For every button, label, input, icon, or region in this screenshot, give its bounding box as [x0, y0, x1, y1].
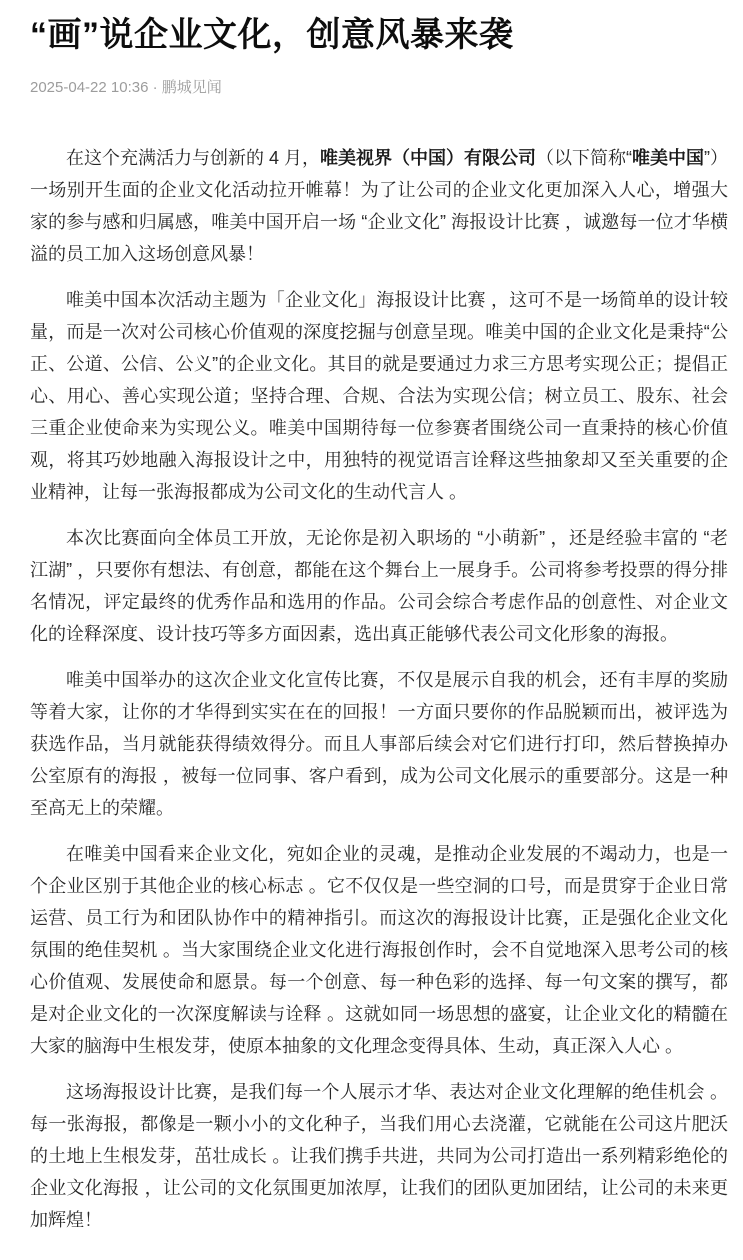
- bold-text-run: 唯美中国: [632, 148, 705, 168]
- text-run: 唯美中国举办的这次企业文化宣传比赛，不仅是展示自我的机会，还有丰厚的奖励等着大家，让你的才华得到实实在在的回报！一方面只要你的作品脱颖而出，被评选为获选作品，当月就能获得绩效得分。而且人事部后续会对它们进行打印，然后替换掉办公室原有的海报 ，被每一位同事、客户看到，成为公司文化展示的重要部分。这是一种至高无上的荣耀。: [30, 670, 728, 818]
- paragraph: [30, 284, 728, 508]
- text-run: 这场海报设计比赛，是我们每一个人展示才华、表达对企业文化理解的绝佳机会 。每一张海报，都像是一颗小小的文化种子，当我们用心去浇灌，它就能在公司这片肥沃的土地上生根发芽，茁壮成长 。让我们携手共进，共同为公司打造出一系列精彩绝伦的企业文化海报 ，让公司的文化氛围更加浓厚，让我们的团队更加团结，让公司的未来更加辉煌！: [30, 1082, 728, 1230]
- page-title: “画”说企业文化，创意风暴来袭: [30, 16, 514, 54]
- bold-text-run: 唯美视界（中国）有限公司: [320, 148, 537, 168]
- text-run: 本次比赛面向全体员工开放，无论你是初入职场的 “小萌新” ，还是经验丰富的 “老江湖” ，只要你有想法、有创意，都能在这个舞台上一展身手。公司将参考投票的得分排名情况，评定最终的优秀作品和选用的作品。公司会综合考虑作品的创意性、对企业文化的诠释深度、设计技巧等多方面因素，选出真正能够代表公司文化形象的海报。: [30, 528, 728, 644]
- paragraph: [30, 838, 728, 1062]
- text-run: 唯美中国本次活动主题为「企业文化」海报设计比赛 ，这可不是一场简单的设计较量，而是一次对公司核心价值观的深度挖掘与创意呈现。唯美中国的企业文化是秉持“公正、公道、公信、公义”的企业文化。其目的就是要通过力求三方思考实现公正；提倡正心、用心、善心实现公道；坚持合理、合规、合法为实现公信；树立员工、股东、社会三重企业使命来为实现公义。唯美中国期待每一位参赛者围绕公司一直秉持的核心价值观，将其巧妙地融入海报设计之中，用独特的视觉语言诠释这些抽象却又至关重要的企业精神，让每一张海报都成为公司文化的生动代言人 。: [30, 290, 728, 502]
- article-body: [30, 142, 728, 1236]
- source-name: 鹏城见闻: [161, 79, 222, 96]
- article-meta: [30, 78, 728, 98]
- text-run: ”）一场别开生面的企业文化活动拉开帷幕！为了让公司的企业文化更加深入人心，增强大家的参与感和归属感，唯美中国开启一场 “企业文化” 海报设计比赛 ，诚邀每一位才华横溢的员工加入这场创意风暴！: [30, 148, 729, 264]
- text-run: 在唯美中国看来企业文化，宛如企业的灵魂，是推动企业发展的不竭动力，也是一个企业区别于其他企业的核心标志 。它不仅仅是一些空洞的口号，而是贯穿于企业日常运营、员工行为和团队协作中的精神指引。而这次的海报设计比赛，正是强化企业文化氛围的绝佳契机 。当大家围绕企业文化进行海报创作时，会不自觉地深入思考公司的核心价值观、发展使命和愿景。每一个创意、每一种色彩的选择、每一句文案的撰写，都是对企业文化的一次深度解读与诠释 。这就如同一场思想的盛宴，让企业文化的精髓在大家的脑海中生根发芽，使原本抽象的文化理念变得具体、生动，真正深入人心 。: [30, 844, 728, 1056]
- paragraph: [30, 522, 728, 650]
- publish-time: 2025-04-22 10:36: [30, 79, 149, 96]
- paragraph: [30, 664, 728, 824]
- text-run: 在这个充满活力与创新的 4 月，: [66, 148, 321, 168]
- paragraph: [30, 142, 728, 270]
- paragraph: [30, 1076, 728, 1236]
- text-run: （以下简称“: [536, 148, 633, 168]
- meta-separator: ·: [148, 79, 162, 96]
